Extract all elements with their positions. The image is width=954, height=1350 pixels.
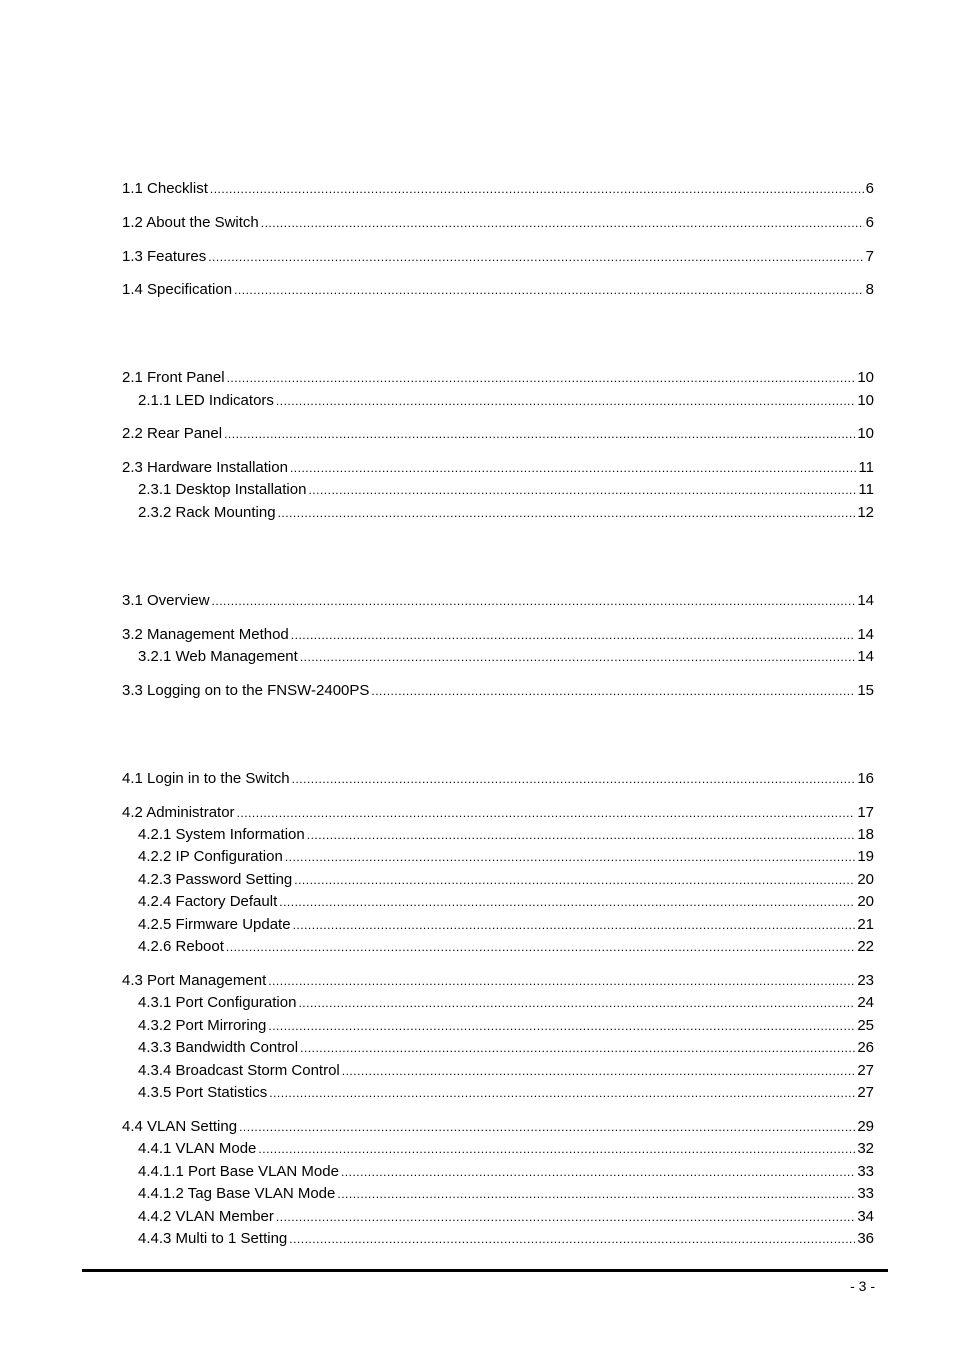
dot-leader: [234, 280, 864, 300]
toc-entry[interactable]: [122, 213, 874, 233]
toc-entry-page: 8: [865, 281, 874, 298]
dot-leader: [276, 1207, 855, 1227]
dot-leader: [268, 971, 855, 991]
toc-entry-page: 14: [857, 592, 874, 609]
toc-entry-page: 27: [857, 1062, 874, 1079]
toc-entry[interactable]: [138, 1184, 874, 1204]
dot-leader: [341, 1162, 855, 1182]
toc-entry[interactable]: [138, 1038, 874, 1058]
toc-entry-page: 12: [857, 504, 874, 521]
toc-entry-page: 11: [858, 481, 874, 498]
dot-leader: [337, 1184, 855, 1204]
toc-entry[interactable]: [138, 503, 874, 523]
toc-entry-title: 2.1.1 LED Indicators: [138, 392, 274, 409]
toc-entry-page: 6: [865, 214, 874, 231]
toc-entry[interactable]: [122, 591, 874, 611]
dot-leader: [298, 993, 855, 1013]
toc-entry[interactable]: [138, 1083, 874, 1103]
toc-entry-title: 2.3 Hardware Installation: [122, 459, 288, 476]
dot-leader: [308, 480, 856, 500]
toc-entry[interactable]: [138, 937, 874, 957]
toc-entry[interactable]: [138, 870, 874, 890]
dot-leader: [261, 213, 864, 233]
toc-entry-title: 4.3.2 Port Mirroring: [138, 1017, 267, 1034]
dot-leader: [293, 915, 856, 935]
dot-leader: [278, 503, 856, 523]
toc-entry-title: 4.4.1.1 Port Base VLAN Mode: [138, 1163, 339, 1180]
toc-entry-page: 15: [857, 682, 874, 699]
toc-entry-page: 20: [857, 893, 874, 910]
toc-entry-title: 3.2 Management Method: [122, 626, 289, 643]
toc-entry-page: 14: [857, 626, 874, 643]
toc-entry[interactable]: [122, 681, 874, 701]
toc-entry[interactable]: [138, 1139, 874, 1159]
toc-entry-title: 4.2 Administrator: [122, 804, 235, 821]
toc-entry[interactable]: [122, 803, 874, 823]
toc-entry[interactable]: [122, 424, 874, 444]
toc-entry-title: 2.3.2 Rack Mounting: [138, 504, 276, 521]
dot-leader: [291, 625, 856, 645]
dot-leader: [300, 1038, 855, 1058]
toc-entry[interactable]: [122, 368, 874, 388]
dot-leader: [227, 368, 856, 388]
toc-entry-title: 4.3.1 Port Configuration: [138, 994, 297, 1011]
toc-entry-title: 4.1 Login in to the Switch: [122, 770, 290, 787]
toc-entry-page: 17: [857, 804, 874, 821]
page-number: - 3 -: [850, 1278, 875, 1294]
toc-entry[interactable]: [138, 915, 874, 935]
toc-entry[interactable]: [138, 1229, 874, 1249]
toc-entry[interactable]: [122, 458, 874, 478]
toc-entry-title: 4.2.4 Factory Default: [138, 893, 278, 910]
toc-entry-page: 32: [857, 1140, 874, 1157]
dot-leader: [307, 825, 856, 845]
dot-leader: [239, 1117, 855, 1137]
dot-leader: [279, 892, 855, 912]
toc-entry-page: 21: [857, 916, 874, 933]
dot-leader: [294, 870, 855, 890]
toc-entry-title: 1.3 Features: [122, 248, 207, 265]
dot-leader: [208, 247, 863, 267]
toc-entry-title: 4.2.1 System Information: [138, 826, 305, 843]
toc-entry[interactable]: [122, 769, 874, 789]
toc-entry-title: 4.2.5 Firmware Update: [138, 916, 291, 933]
toc-entry-title: 2.1 Front Panel: [122, 369, 225, 386]
toc-entry[interactable]: [138, 1207, 874, 1227]
dot-leader: [224, 424, 855, 444]
dot-leader: [268, 1016, 855, 1036]
toc-entry-page: 33: [857, 1185, 874, 1202]
toc-entry-title: 4.4.1 VLAN Mode: [138, 1140, 257, 1157]
toc-entry[interactable]: [122, 1117, 874, 1137]
toc-entry[interactable]: [138, 1162, 874, 1182]
toc-entry-page: 20: [857, 871, 874, 888]
toc-entry-page: 26: [857, 1039, 874, 1056]
dot-leader: [226, 937, 855, 957]
toc-entry[interactable]: [138, 391, 874, 411]
dot-leader: [292, 769, 856, 789]
dot-leader: [342, 1061, 856, 1081]
toc-entry-title: 4.3.4 Broadcast Storm Control: [138, 1062, 340, 1079]
toc-entry[interactable]: [122, 280, 874, 300]
dot-leader: [285, 847, 855, 867]
toc-entry-title: 4.4.2 VLAN Member: [138, 1208, 274, 1225]
toc-entry-page: 7: [865, 248, 874, 265]
dot-leader: [371, 681, 855, 701]
dot-leader: [276, 391, 855, 411]
toc-entry[interactable]: [138, 993, 874, 1013]
toc-entry[interactable]: [138, 825, 874, 845]
toc-entry[interactable]: [122, 971, 874, 991]
toc-entry-page: 19: [857, 848, 874, 865]
toc-entry-page: 33: [857, 1163, 874, 1180]
toc-entry[interactable]: [138, 1061, 874, 1081]
toc-entry[interactable]: [138, 1016, 874, 1036]
toc-entry-page: 25: [857, 1017, 874, 1034]
toc-entry-page: 18: [857, 826, 874, 843]
toc-entry-page: 27: [857, 1084, 874, 1101]
toc-entry-title: 2.2 Rear Panel: [122, 425, 223, 442]
toc-entry-title: 4.4 VLAN Setting: [122, 1118, 238, 1135]
toc-entry-page: 16: [857, 770, 874, 787]
dot-leader: [258, 1139, 855, 1159]
toc-entry-page: 11: [858, 459, 874, 476]
toc-entry-title: 1.2 About the Switch: [122, 214, 259, 231]
toc-entry-page: 6: [865, 180, 874, 197]
toc-entry[interactable]: [122, 179, 874, 199]
toc-entry-page: 10: [857, 425, 874, 442]
toc-entry-page: 23: [857, 972, 874, 989]
toc-entry[interactable]: [138, 892, 874, 912]
toc-entry-page: 29: [857, 1118, 874, 1135]
toc-entry-title: 3.2.1 Web Management: [138, 648, 298, 665]
toc-entry-page: 10: [857, 369, 874, 386]
dot-leader: [212, 591, 856, 611]
toc-entry[interactable]: [122, 625, 874, 645]
toc-entry[interactable]: [138, 647, 874, 667]
toc-entry-title: 4.4.3 Multi to 1 Setting: [138, 1230, 288, 1247]
toc-entry-page: 22: [857, 938, 874, 955]
toc-entry-page: 10: [857, 392, 874, 409]
toc-entry-page: 14: [857, 648, 874, 665]
toc-entry-page: 34: [857, 1208, 874, 1225]
toc-entry-title: 1.1 Checklist: [122, 180, 208, 197]
dot-leader: [237, 803, 856, 823]
dot-leader: [289, 1229, 855, 1249]
toc-entry-title: 4.2.6 Reboot: [138, 938, 224, 955]
toc-entry-title: 4.4.1.2 Tag Base VLAN Mode: [138, 1185, 336, 1202]
toc-entry-title: 3.3 Logging on to the FNSW-2400PS: [122, 682, 370, 699]
toc-entry-title: 4.2.3 Password Setting: [138, 871, 293, 888]
toc-entry[interactable]: [122, 247, 874, 267]
toc-entry-title: 4.3.5 Port Statistics: [138, 1084, 268, 1101]
toc-entry-title: 2.3.1 Desktop Installation: [138, 481, 307, 498]
toc-entry-page: 36: [857, 1230, 874, 1247]
toc-entry-title: 1.4 Specification: [122, 281, 233, 298]
dot-leader: [300, 647, 855, 667]
toc-entry-title: 4.2.2 IP Configuration: [138, 848, 283, 865]
footer-divider: [82, 1269, 888, 1272]
toc-entry[interactable]: [138, 480, 874, 500]
toc-entry-title: 4.3 Port Management: [122, 972, 267, 989]
toc-entry-title: 3.1 Overview: [122, 592, 210, 609]
dot-leader: [210, 179, 864, 199]
dot-leader: [290, 458, 856, 478]
toc-entry[interactable]: [138, 847, 874, 867]
dot-leader: [269, 1083, 855, 1103]
toc-entry-title: 4.3.3 Bandwidth Control: [138, 1039, 299, 1056]
toc-entry-page: 24: [857, 994, 874, 1011]
